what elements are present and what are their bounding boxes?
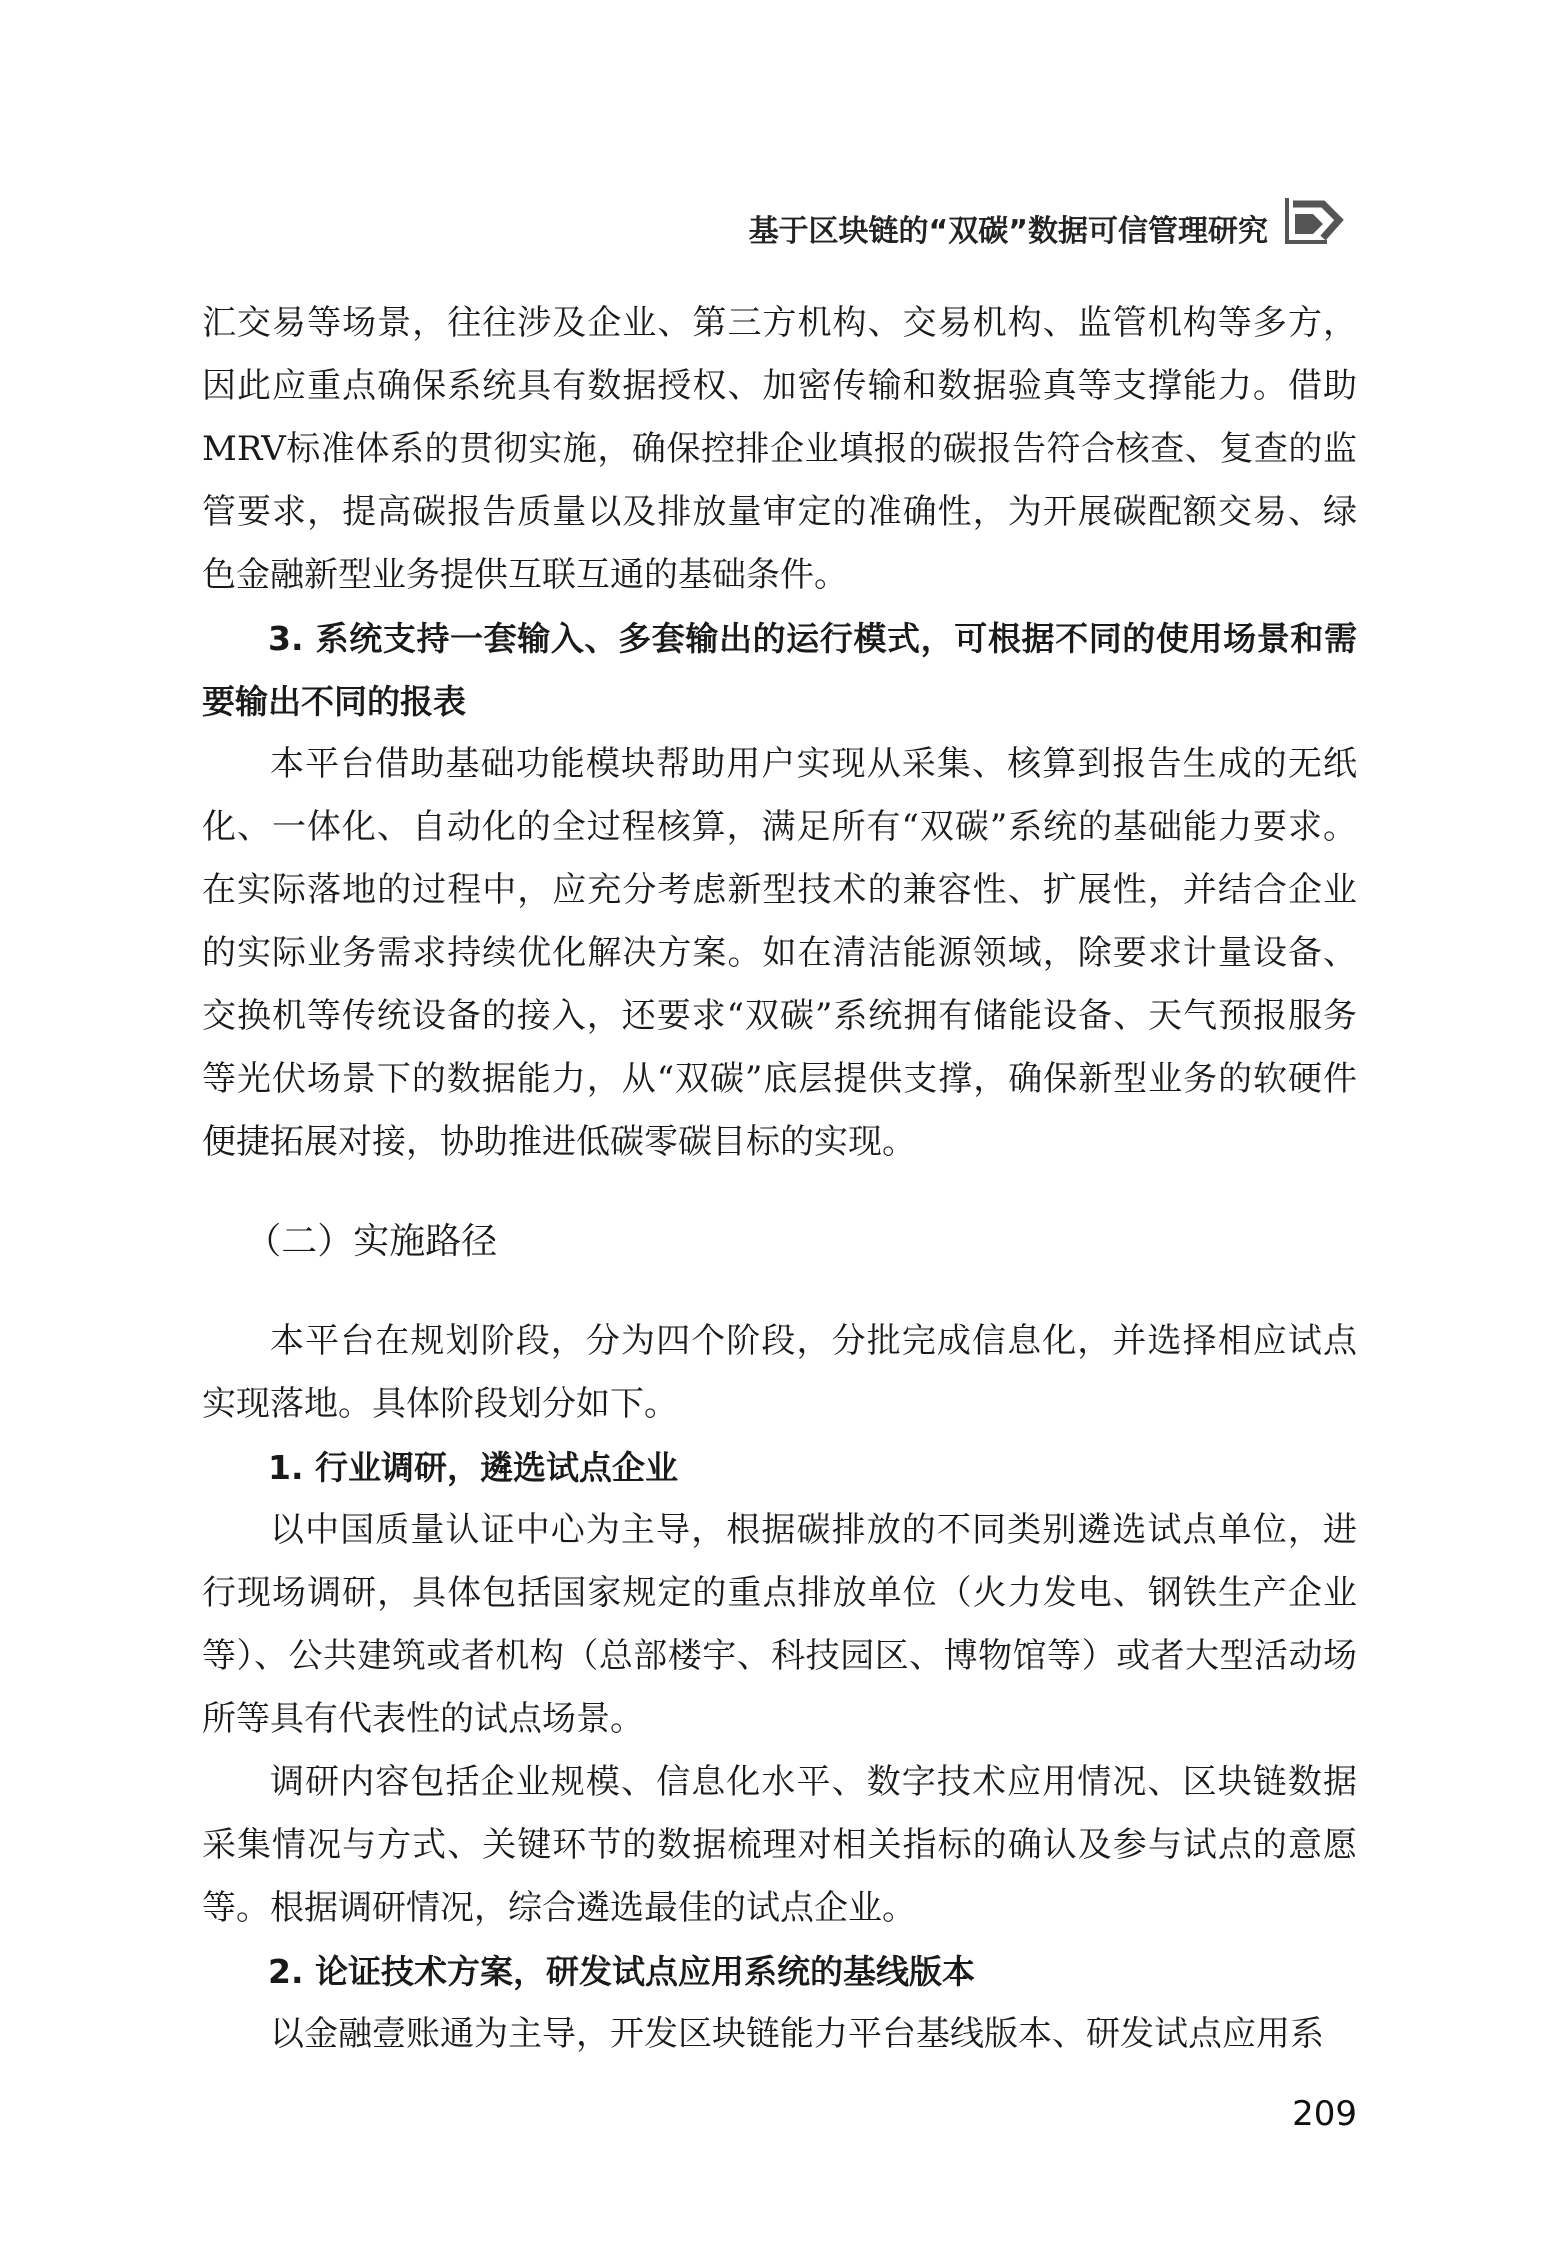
running-header [200, 192, 1355, 262]
chapter-arrow-icon [1283, 192, 1355, 248]
subheading-3: 3. 系统支持一套输入、多套输出的运行模式，可根据不同的使用场景和需要输出不同的报表 [202, 619, 1357, 721]
paragraph-6: 以金融壹账通为主导，开发区块链能力平台基线版本、研发试点应用系 [270, 2014, 1324, 2054]
paragraph-4: 以中国质量认证中心为主导，根据碳排放的不同类别遴选试点单位，进行现场调研，具体包括国家规定的重点排放单位（火力发电、钢铁生产企业等）、公共建筑或者机构（总部楼宇、科技园区、博物馆等）或者大型活动场所等具有代表性的试点场景。 [202, 1510, 1357, 1739]
page-body [202, 292, 1357, 2066]
paragraph-3: 本平台在规划阶段，分为四个阶段，分批完成信息化，并选择相应试点实现落地。具体阶段划分如下。 [202, 1321, 1357, 1424]
subheading-2: 2. 论证技术方案，研发试点应用系统的基线版本 [268, 1952, 975, 1991]
page-number: 209 [1292, 2094, 1357, 2134]
paragraph-2: 本平台借助基础功能模块帮助用户实现从采集、核算到报告生成的无纸化、一体化、自动化的全过程核算，满足所有“双碳”系统的基础能力要求。在实际落地的过程中，应充分考虑新型技术的兼容性、扩展性，并结合企业的实际业务需求持续优化解决方案。如在清洁能源领域，除要求计量设备、交换机等传统设备的接入，还要求“双碳”系统拥有储能设备、天气预报服务等光伏场景下的数据能力，从“双碳”底层提供支撑，确保新型业务的软硬件便捷拓展对接，协助推进低碳零碳目标的实现。 [202, 744, 1357, 1162]
running-title: 基于区块链的“双碳”数据可信管理研究 [748, 214, 1268, 249]
paragraph-1: 汇交易等场景，往往涉及企业、第三方机构、交易机构、监管机构等多方，因此应重点确保系统具有数据授权、加密传输和数据验真等支撑能力。借助MRV标准体系的贯彻实施，确保控排企业填报的碳报告符合核查、复查的监管要求，提高碳报告质量以及排放量审定的准确性，为开展碳配额交易、绿色金融新型业务提供互联互通的基础条件。 [202, 303, 1357, 595]
paragraph-5: 调研内容包括企业规模、信息化水平、数字技术应用情况、区块链数据采集情况与方式、关键环节的数据梳理对相关指标的确认及参与试点的意愿等。根据调研情况，综合遴选最佳的试点企业。 [202, 1762, 1357, 1928]
subheading-1: 1. 行业调研，遴选试点企业 [268, 1448, 678, 1487]
section-heading-2: （二）实施路径 [245, 1221, 498, 1262]
